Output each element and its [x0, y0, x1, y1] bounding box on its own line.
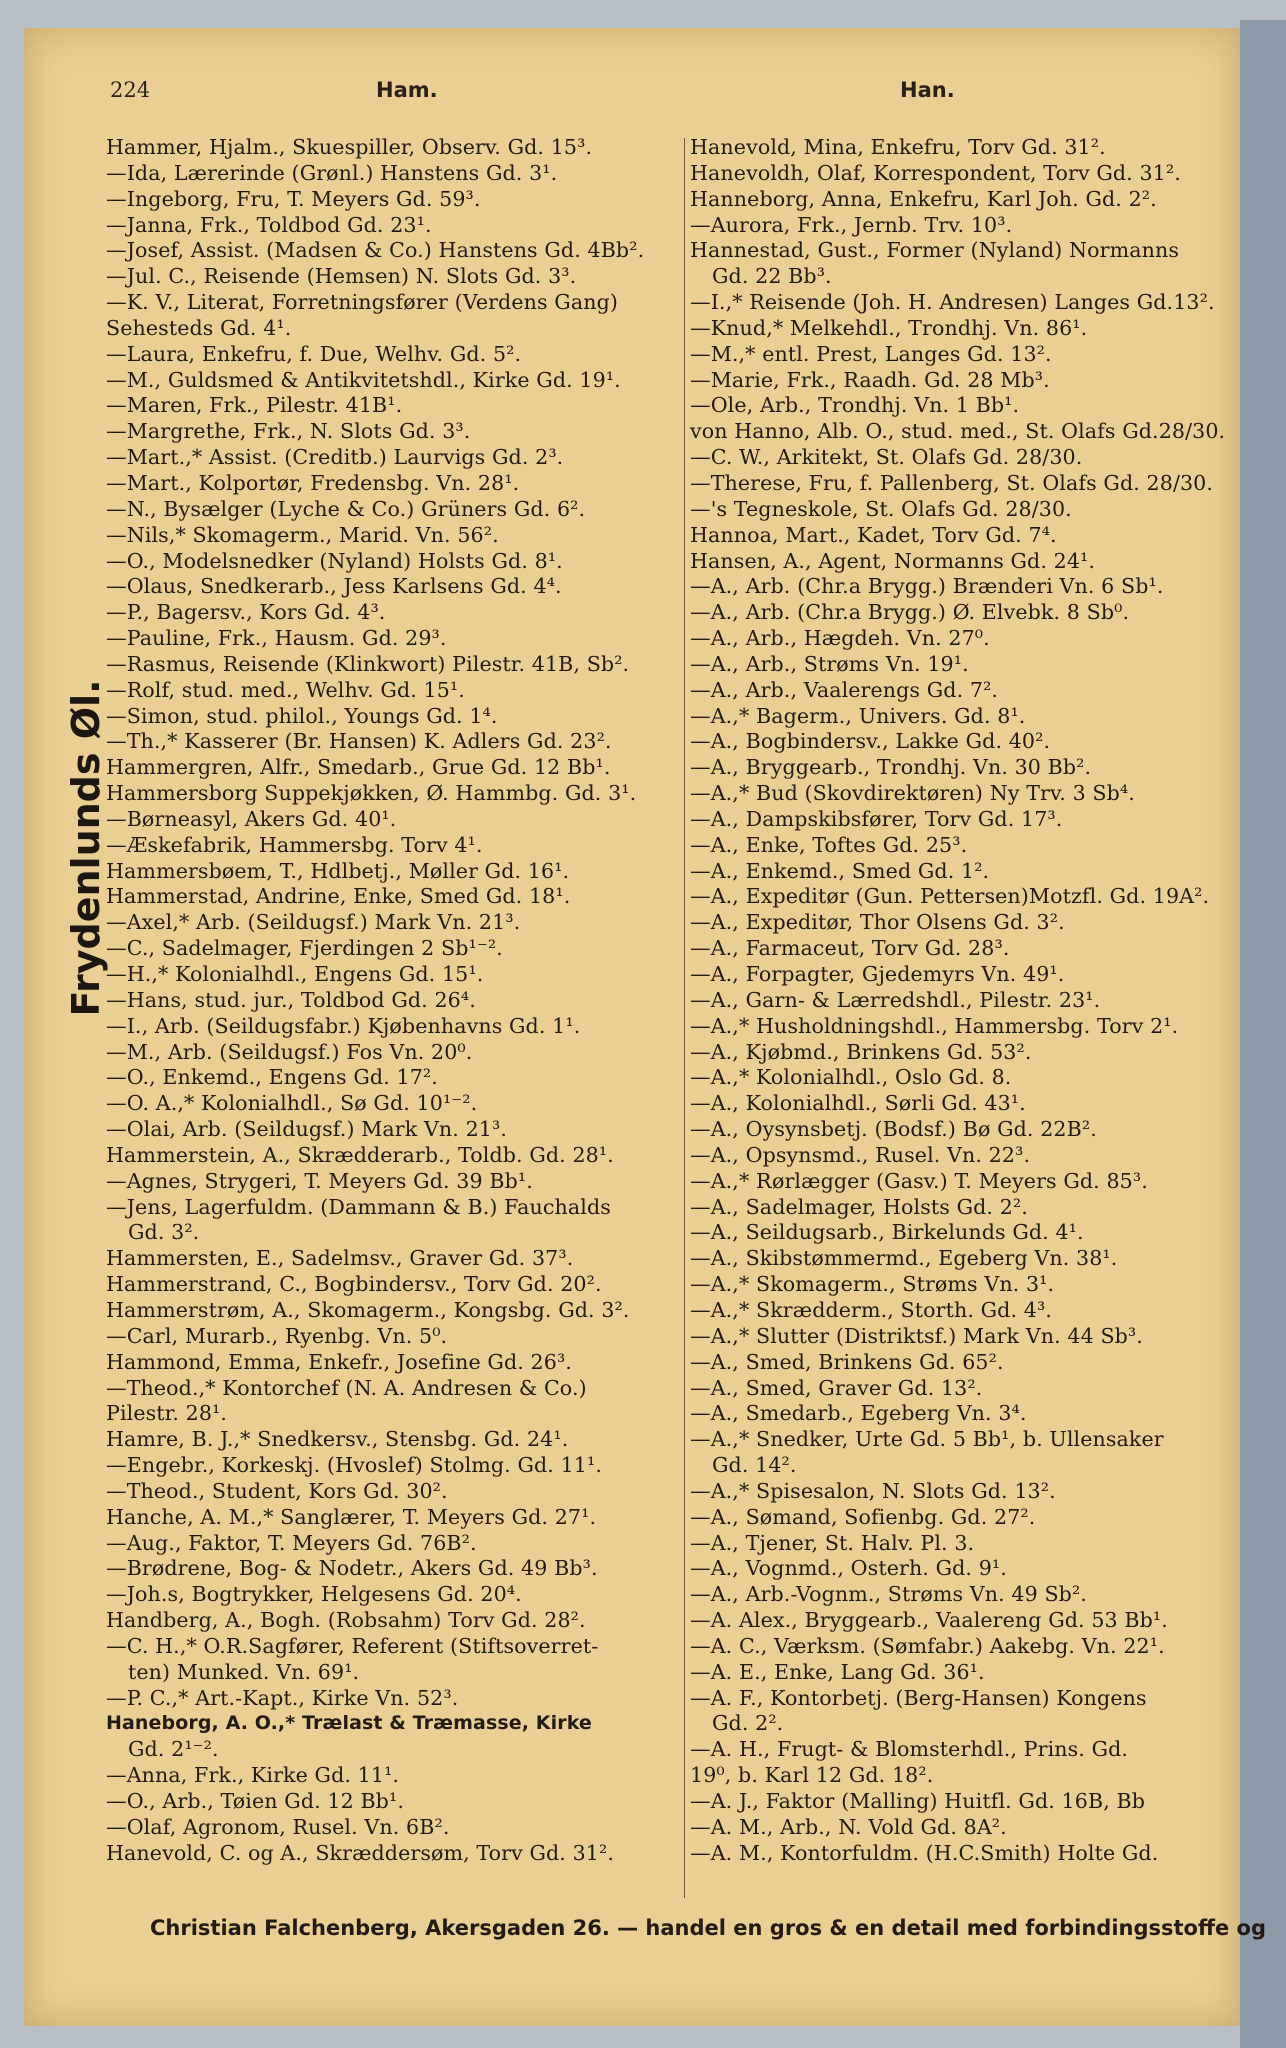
directory-entry: —I.,* Reisende (Joh. H. Andresen) Langes Gd.13².	[690, 290, 1215, 315]
directory-entry: —Ingeborg, Fru, T. Meyers Gd. 59³.	[106, 186, 481, 211]
directory-entry: —Mart.,* Assist. (Creditb.) Laurvigs Gd. 2³.	[106, 445, 564, 470]
directory-entry: —A. M., Arb., N. Vold Gd. 8A².	[690, 1814, 1007, 1839]
directory-entry: —A., Sadelmager, Holsts Gd. 2².	[690, 1194, 1028, 1219]
directory-entry: —A., Opsynsmd., Rusel. Vn. 22³.	[690, 1142, 1031, 1167]
directory-entry: —A. C., Værksm. (Sømfabr.) Aakebg. Vn. 22¹.	[690, 1633, 1165, 1658]
directory-entry: —Engebr., Korkeskj. (Hvoslef) Stolmg. Gd. 11¹.	[106, 1453, 603, 1478]
directory-entry: —Aug., Faktor, T. Meyers Gd. 76B².	[106, 1530, 477, 1555]
directory-entry: —A., Smed, Graver Gd. 13².	[690, 1375, 983, 1400]
directory-entry: Hammond, Emma, Enkefr., Josefine Gd. 26³.	[106, 1349, 572, 1374]
right-running-head: Han.	[900, 78, 955, 102]
left-running-head: Ham.	[376, 78, 438, 102]
directory-entry: —Olaf, Agronom, Rusel. Vn. 6B².	[106, 1814, 450, 1839]
directory-entry: —A., Vognmd., Osterh. Gd. 9¹.	[690, 1556, 1007, 1581]
directory-entry: —A. M., Kontorfuldm. (H.C.Smith) Holte Gd.	[690, 1840, 1159, 1865]
directory-entry: —Joh.s, Bogtrykker, Helgesens Gd. 20⁴.	[106, 1582, 522, 1607]
side-advertisement: Frydenlunds Øl.	[64, 679, 108, 1017]
directory-entry: —A. J., Faktor (Malling) Huitfl. Gd. 16B, Bb	[690, 1789, 1146, 1813]
directory-entry: —Th.,* Kasserer (Br. Hansen) K. Adlers Gd. 23².	[106, 729, 612, 754]
directory-entry: Pilestr. 28¹.	[106, 1401, 228, 1426]
directory-entry: —Aurora, Frk., Jernb. Trv. 10³.	[690, 212, 1013, 237]
directory-entry: Hammersten, E., Sadelmsv., Graver Gd. 37³.	[106, 1246, 574, 1271]
directory-entry: Hammer, Hjalm., Skuespiller, Observ. Gd. 15³.	[106, 135, 593, 159]
directory-entry: —Pauline, Frk., Hausm. Gd. 29³.	[106, 626, 447, 651]
directory-entry: —A.,* Skrædderm., Storth. Gd. 4³.	[690, 1297, 1052, 1322]
directory-entry: —A., Tjener, St. Halv. Pl. 3.	[690, 1530, 975, 1555]
directory-entry: —A., Garn- & Lærredshdl., Pilestr. 23¹.	[690, 987, 1101, 1012]
directory-entry: —'s Tegneskole, St. Olafs Gd. 28/30.	[690, 496, 1072, 521]
directory-entry: —Josef, Assist. (Madsen & Co.) Hanstens Gd. 4Bb².	[106, 238, 645, 263]
directory-entry: Hanevold, Mina, Enkefru, Torv Gd. 31².	[690, 135, 1106, 159]
directory-entry: Hanevoldh, Olaf, Korrespondent, Torv Gd. 31².	[690, 160, 1181, 185]
directory-entry: Gd. 14².	[712, 1453, 797, 1478]
directory-entry: —Simon, stud. philol., Youngs Gd. 1⁴.	[106, 703, 498, 728]
directory-entry: Gd. 2¹⁻².	[128, 1737, 219, 1762]
directory-entry: —A., Arb. (Chr.a Brygg.) Ø. Elvebk. 8 Sb⁰.	[690, 600, 1130, 625]
directory-entry: —Therese, Fru, f. Pallenberg, St. Olafs Gd. 28/30.	[690, 470, 1214, 495]
directory-entry: —A.,* Spisesalon, N. Slots Gd. 13².	[690, 1478, 1056, 1503]
directory-entry: —O. A.,* Kolonialhdl., Sø Gd. 10¹⁻².	[106, 1091, 478, 1116]
directory-entry: —A., Enkemd., Smed Gd. 1².	[690, 858, 990, 883]
directory-entry: —K. V., Literat, Forretningsfører (Verdens Gang)	[106, 290, 619, 315]
directory-entry: —A., Arb., Vaalerengs Gd. 7².	[690, 677, 999, 702]
directory-entry: —A., Enke, Toftes Gd. 25³.	[690, 832, 968, 857]
directory-entry: —A., Arb. (Chr.a Brygg.) Brænderi Vn. 6 Sb¹.	[690, 574, 1164, 599]
directory-entry: Sehesteds Gd. 4¹.	[106, 315, 292, 340]
directory-entry: —H.,* Kolonialhdl., Engens Gd. 15¹.	[106, 962, 484, 986]
directory-entry: —A., Dampskibsfører, Torv Gd. 17³.	[690, 806, 1063, 831]
directory-entry: Gd. 2².	[712, 1711, 784, 1736]
directory-entry: Hammerstrand, C., Bogbindersv., Torv Gd. 20².	[106, 1272, 602, 1297]
directory-entry: —A.,* Skomagerm., Strøms Vn. 3¹.	[690, 1272, 1055, 1297]
directory-entry: —A.,* Snedker, Urte Gd. 5 Bb¹, b. Ullensaker	[690, 1427, 1164, 1452]
directory-entry: —Ole, Arb., Trondhj. Vn. 1 Bb¹.	[690, 393, 1020, 418]
directory-entry: —A., Forpagter, Gjedemyrs Vn. 49¹.	[690, 962, 1065, 986]
directory-entry: —Margrethe, Frk., N. Slots Gd. 3³.	[106, 419, 471, 444]
column-divider	[684, 138, 685, 1898]
directory-entry: Hanche, A. M.,* Sanglærer, T. Meyers Gd. 27¹.	[106, 1504, 597, 1529]
directory-entry: —A.,* Slutter (Distriktsf.) Mark Vn. 44 Sb³.	[690, 1323, 1143, 1348]
directory-entry: —A., Bogbindersv., Lakke Gd. 40².	[690, 729, 1051, 754]
directory-entry: Hannestad, Gust., Former (Nyland) Normanns	[690, 238, 1179, 263]
directory-entry: Hammerstein, A., Skrædderarb., Toldb. Gd. 28¹.	[106, 1142, 614, 1167]
directory-entry: Hammerstad, Andrine, Enke, Smed Gd. 18¹.	[106, 884, 571, 909]
directory-entry: —N., Bysælger (Lyche & Co.) Grüners Gd. 6².	[106, 496, 586, 521]
directory-entry: —M., Arb. (Seildugsf.) Fos Vn. 20⁰.	[106, 1039, 473, 1064]
directory-entry: ten) Munked. Vn. 69¹.	[128, 1659, 360, 1684]
directory-entry: —A., Arb., Strøms Vn. 19¹.	[690, 651, 969, 676]
directory-entry: —Æskefabrik, Hammersbg. Torv 4¹.	[106, 832, 483, 857]
directory-entry: —C. W., Arkitekt, St. Olafs Gd. 28/30.	[690, 445, 1083, 470]
directory-entry: —Mart., Kolportør, Fredensbg. Vn. 28¹.	[106, 470, 520, 495]
directory-entry: —A., Farmaceut, Torv Gd. 28³.	[690, 936, 1010, 961]
directory-entry: —Brødrene, Bog- & Nodetr., Akers Gd. 49 Bb³.	[106, 1556, 598, 1581]
directory-entry: —P., Bagersv., Kors Gd. 4³.	[106, 600, 386, 625]
directory-entry: —Janna, Frk., Toldbod Gd. 23¹.	[106, 212, 432, 237]
directory-entry: —A., Kjøbmd., Brinkens Gd. 53².	[690, 1039, 1032, 1064]
directory-entry: —A., Smedarb., Egeberg Vn. 3⁴.	[690, 1401, 1027, 1426]
directory-page	[24, 28, 1267, 2026]
directory-entry: Hammersborg Suppekjøkken, Ø. Hammbg. Gd. 3¹.	[106, 781, 637, 806]
directory-entry: —A., Smed, Brinkens Gd. 65².	[690, 1349, 1004, 1374]
directory-entry: —A. F., Kontorbetj. (Berg-Hansen) Kongens	[690, 1685, 1147, 1710]
directory-entry: —A.,* Rørlægger (Gasv.) T. Meyers Gd. 85³.	[690, 1168, 1148, 1193]
directory-entry: —C. H.,* O.R.Sagfører, Referent (Stiftsoverret-	[106, 1633, 599, 1658]
directory-entry: 19⁰, b. Karl 12 Gd. 18².	[690, 1763, 934, 1788]
directory-entry: Hannoa, Mart., Kadet, Torv Gd. 7⁴.	[690, 522, 1057, 547]
directory-entry: —A. E., Enke, Lang Gd. 36¹.	[690, 1659, 985, 1684]
directory-entry: —Hans, stud. jur., Toldbod Gd. 26⁴.	[106, 987, 476, 1012]
directory-entry: —Rasmus, Reisende (Klinkwort) Pilestr. 41B, Sb².	[106, 651, 630, 676]
directory-entry: Hanneborg, Anna, Enkefru, Karl Joh. Gd. 2².	[690, 186, 1157, 211]
directory-entry: —Olai, Arb. (Seildugsf.) Mark Vn. 21³.	[106, 1117, 507, 1142]
directory-entry: Hansen, A., Agent, Normanns Gd. 24¹.	[690, 548, 1096, 573]
directory-entry: —O., Enkemd., Engens Gd. 17².	[106, 1065, 438, 1090]
directory-entry: —A., Bryggearb., Trondhj. Vn. 30 Bb².	[690, 755, 1092, 780]
directory-entry: —Agnes, Strygeri, T. Meyers Gd. 39 Bb¹.	[106, 1168, 533, 1193]
directory-entry: —Børneasyl, Akers Gd. 40¹.	[106, 806, 397, 831]
directory-entry: —A.,* Kolonialhdl., Oslo Gd. 8.	[690, 1065, 1012, 1090]
directory-entry: —O., Arb., Tøien Gd. 12 Bb¹.	[106, 1789, 404, 1813]
directory-entry: —Rolf, stud. med., Welhv. Gd. 15¹.	[106, 677, 465, 702]
directory-entry: —Jul. C., Reisende (Hemsen) N. Slots Gd. 3³.	[106, 264, 577, 289]
directory-entry: —Olaus, Snedkerarb., Jess Karlsens Gd. 4⁴.	[106, 574, 562, 599]
directory-entry: —A. H., Frugt- & Blomsterhdl., Prins. Gd.	[690, 1737, 1129, 1762]
directory-entry: —Nils,* Skomagerm., Marid. Vn. 56².	[106, 522, 499, 547]
directory-entry: Hanevold, C. og A., Skræddersøm, Torv Gd. 31².	[106, 1840, 614, 1865]
directory-entry: Haneborg, A. O.,* Trælast & Træmasse, Kirke	[106, 1712, 592, 1735]
directory-entry: —I., Arb. (Seildugsfabr.) Kjøbenhavns Gd. 1¹.	[106, 1013, 581, 1038]
directory-entry: —Ida, Lærerinde (Grønl.) Hanstens Gd. 3¹.	[106, 160, 558, 185]
page-number: 224	[110, 78, 151, 102]
directory-entry: —Anna, Frk., Kirke Gd. 11¹.	[106, 1763, 400, 1788]
directory-entry: —A., Oysynsbetj. (Bodsf.) Bø Gd. 22B².	[690, 1117, 1097, 1142]
directory-entry: —A. Alex., Bryggearb., Vaalereng Gd. 53 Bb¹.	[690, 1608, 1168, 1633]
directory-entry: —A., Arb.-Vognm., Strøms Vn. 49 Sb².	[690, 1582, 1087, 1607]
directory-entry: —Marie, Frk., Raadh. Gd. 28 Mb³.	[690, 367, 1050, 392]
directory-entry: Gd. 3².	[128, 1220, 200, 1245]
directory-entry: —Knud,* Melkehdl., Trondhj. Vn. 86¹.	[690, 315, 1088, 340]
directory-entry: —Jens, Lagerfuldm. (Dammann & B.) Fauchalds	[106, 1194, 611, 1219]
directory-entry: Gd. 22 Bb³.	[712, 264, 832, 289]
directory-entry: —Carl, Murarb., Ryenbg. Vn. 5⁰.	[106, 1323, 448, 1348]
directory-entry: —A., Kolonialhdl., Sørli Gd. 43¹.	[690, 1091, 1026, 1116]
directory-entry: von Hanno, Alb. O., stud. med., St. Olafs Gd.28/30.	[690, 419, 1226, 444]
footer-advertisement: Christian Falchenberg, Akersgaden 26. — handel en gros & en detail med forbindingsstoffe og	[150, 1916, 1267, 1940]
directory-entry: —Maren, Frk., Pilestr. 41B¹.	[106, 393, 403, 418]
directory-entry: —A.,* Bagerm., Univers. Gd. 8¹.	[690, 703, 1026, 728]
directory-entry: —A., Sømand, Sofienbg. Gd. 27².	[690, 1504, 1036, 1529]
directory-entry: —Laura, Enkefru, f. Due, Welhv. Gd. 5².	[106, 341, 522, 366]
directory-entry: —A., Skibstømmermd., Egeberg Vn. 38¹.	[690, 1246, 1118, 1271]
directory-entry: Hammerstrøm, A., Skomagerm., Kongsbg. Gd. 3².	[106, 1297, 630, 1322]
directory-entry: —A., Seildugsarb., Birkelunds Gd. 4¹.	[690, 1220, 1084, 1245]
directory-entry: —A., Expeditør (Gun. Pettersen)Motzfl. Gd. 19A².	[690, 884, 1210, 909]
directory-entry: —Theod.,* Kontorchef (N. A. Andresen & Co.)	[106, 1375, 587, 1400]
directory-entry: —A.,* Husholdningshdl., Hammersbg. Torv 2¹.	[690, 1013, 1179, 1038]
directory-entry: —Axel,* Arb. (Seildugsf.) Mark Vn. 21³.	[106, 910, 521, 935]
directory-entry: —P. C.,* Art.-Kapt., Kirke Vn. 52³.	[106, 1685, 459, 1710]
directory-entry: —M., Guldsmed & Antikvitetshdl., Kirke Gd. 19¹.	[106, 367, 621, 392]
directory-entry: —A.,* Bud (Skovdirektøren) Ny Trv. 3 Sb⁴.	[690, 781, 1135, 806]
directory-entry: —O., Modelsnedker (Nyland) Holsts Gd. 8¹.	[106, 548, 563, 573]
directory-entry: Hamre, B. J.,* Snedkersv., Stensbg. Gd. 24¹.	[106, 1427, 569, 1452]
directory-entry: —Theod., Student, Kors Gd. 30².	[106, 1478, 448, 1503]
directory-entry: —A., Expeditør, Thor Olsens Gd. 3².	[690, 910, 1065, 935]
left-column	[106, 135, 680, 1867]
directory-entry: Hammersbøem, T., Hdlbetj., Møller Gd. 16¹.	[106, 858, 570, 883]
directory-entry: Hammergren, Alfr., Smedarb., Grue Gd. 12 Bb¹.	[106, 755, 611, 780]
directory-entry: —A., Arb., Hægdeh. Vn. 27⁰.	[690, 626, 990, 651]
right-column	[690, 135, 1250, 1867]
directory-entry: Handberg, A., Bogh. (Robsahm) Torv Gd. 28².	[106, 1608, 586, 1633]
directory-entry: —M.,* entl. Prest, Langes Gd. 13².	[690, 341, 1052, 366]
directory-entry: —C., Sadelmager, Fjerdingen 2 Sb¹⁻².	[106, 936, 503, 961]
